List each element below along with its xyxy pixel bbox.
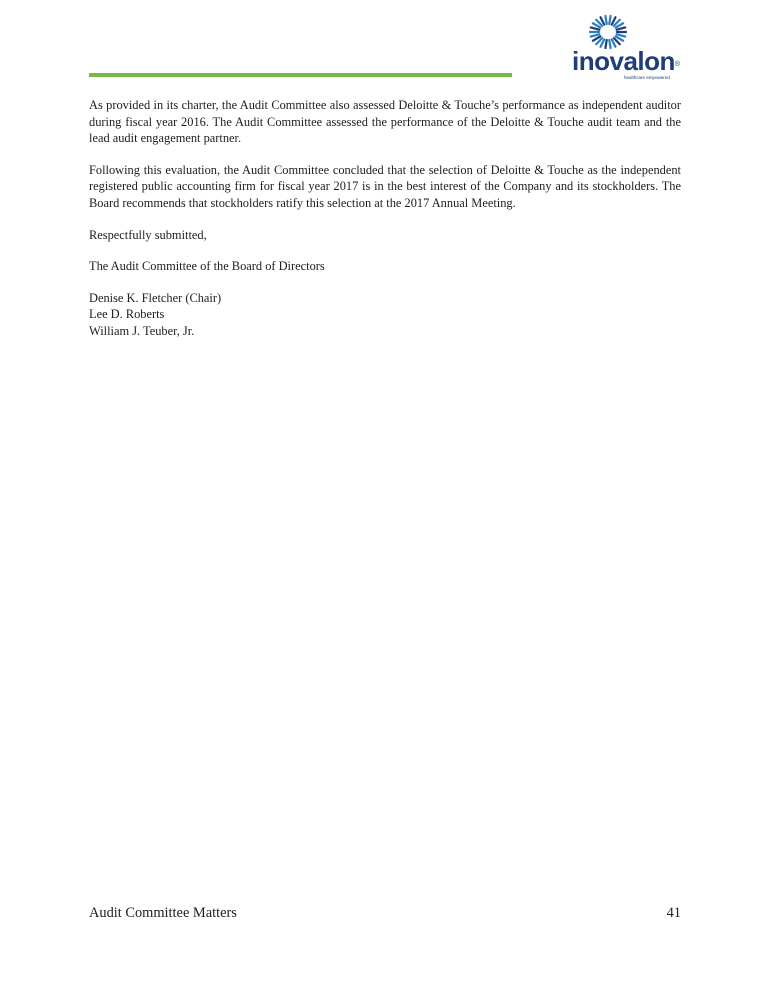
company-logo — [566, 12, 680, 80]
logo-ray — [617, 34, 626, 36]
signer-name: Lee D. Roberts — [89, 307, 165, 322]
paragraph-conclusion: Following this evaluation, the Audit Committee concluded that the selection of Deloitte & Touche as the independent registered public accounting firm for fiscal year 2017 is in the best interest of the Company and its stockholders. The Board recommends that stockholders ratify this selection at the 2017 Annual Meeting. — [89, 162, 681, 210]
logo-registered-mark: ® — [674, 61, 680, 68]
logo-wordmark — [572, 48, 680, 74]
committee-name: The Audit Committee of the Board of Directors — [89, 259, 325, 274]
logo-ray — [605, 16, 606, 24]
logo-ray — [617, 27, 626, 29]
signer-name: William J. Teuber, Jr. — [89, 323, 195, 338]
logo-ray — [609, 16, 610, 24]
signer-name: Denise K. Fletcher (Chair) — [89, 290, 222, 305]
report-body — [89, 97, 681, 340]
header-accent-rule — [89, 73, 512, 77]
closing-line: Respectfully submitted, — [89, 227, 207, 242]
page-number: 41 — [666, 905, 681, 921]
logo-tagline: healthcare empowered — [624, 75, 670, 80]
footer-section-title: Audit Committee Matters — [89, 905, 237, 921]
signers-list — [89, 290, 681, 340]
logo-wordmark-text: inovalon — [572, 46, 675, 76]
paragraph-assessment: As provided in its charter, the Audit Committee also assessed Deloitte & Touche’s performance as independent auditor during fiscal year 2016. The Audit Committee assessed the performance of the Deloitte & Touche audit team and the lead audit engagement partner. — [89, 98, 681, 146]
logo-ray — [591, 34, 600, 36]
logo-ray — [591, 27, 600, 29]
